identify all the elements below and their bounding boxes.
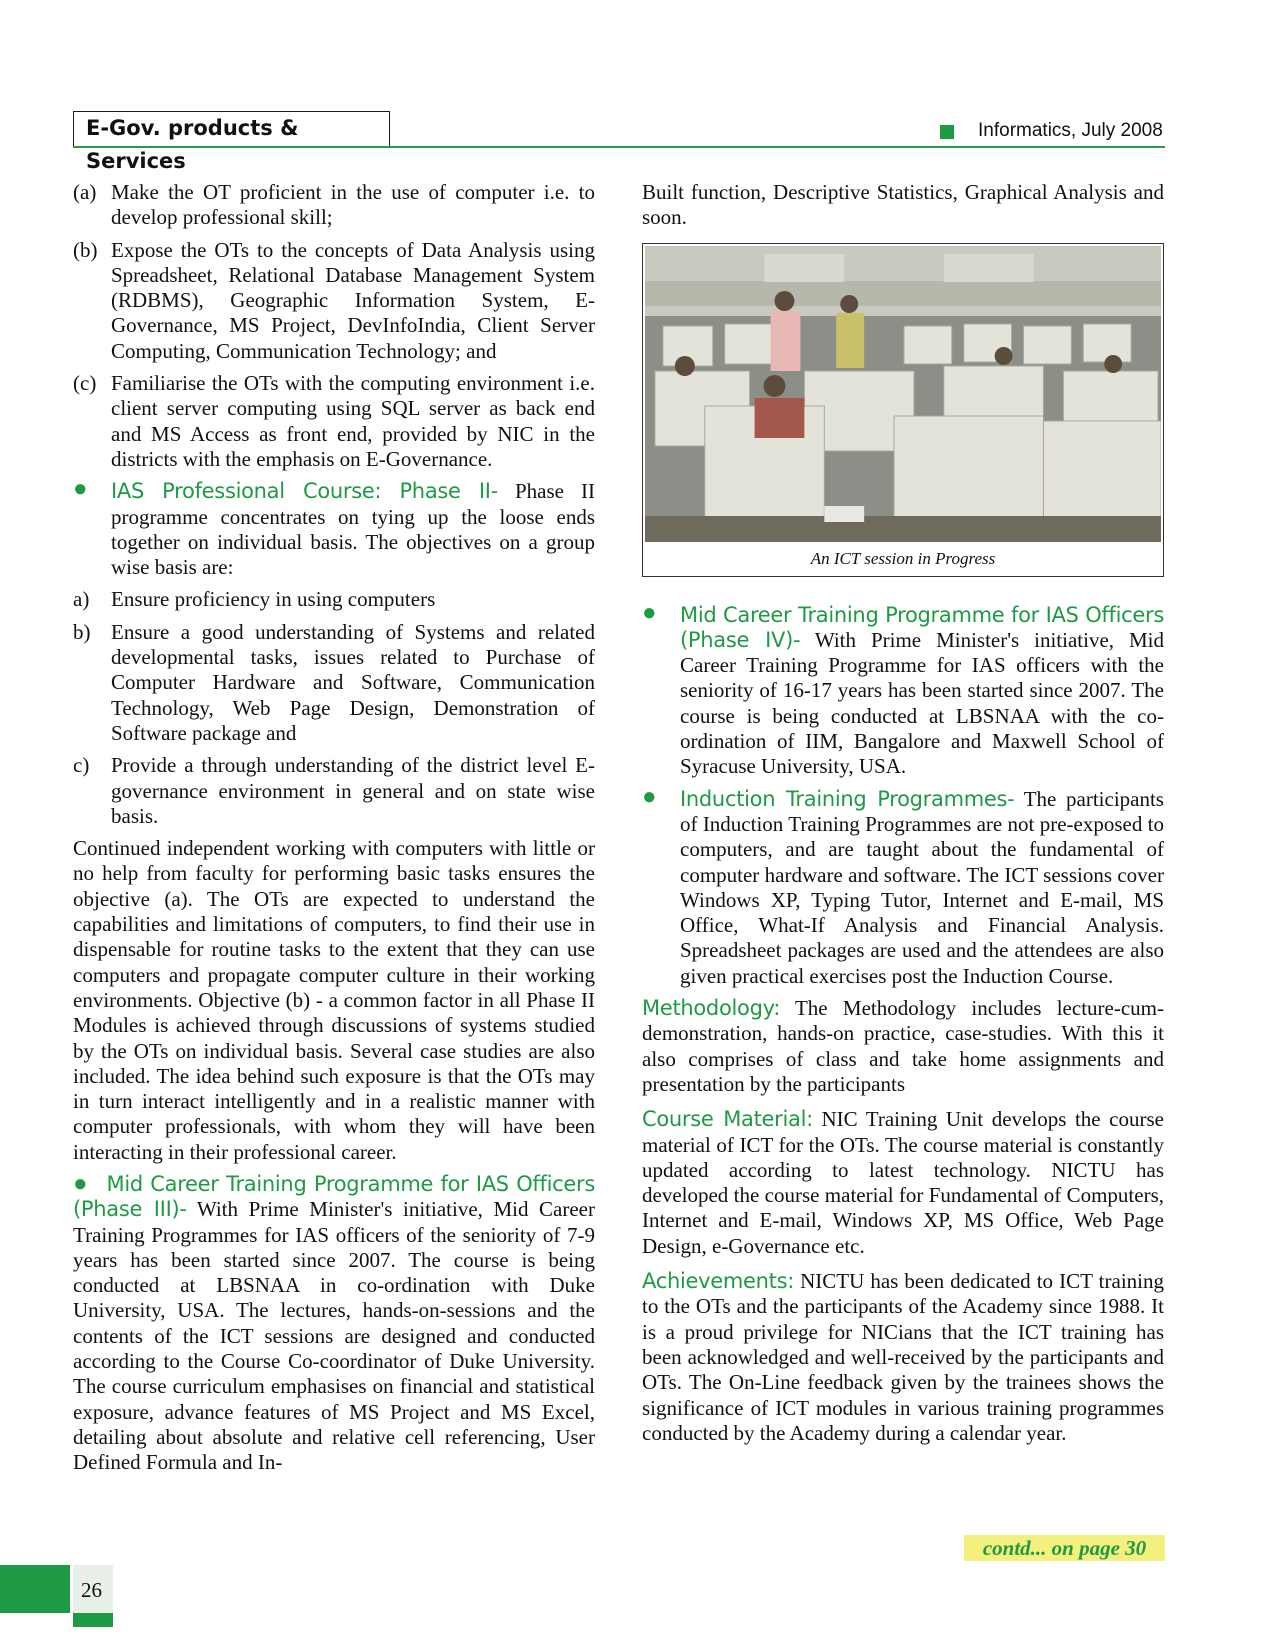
objective-c	[73, 371, 595, 472]
photo-figure	[642, 243, 1164, 577]
issue-label: Informatics, July 2008	[978, 120, 1163, 141]
list-marker: c)	[73, 753, 90, 778]
phase2-item-c	[73, 753, 595, 829]
phase3-text: With Prime Minister's initiative, Mid Career Training Programmes for IAS officers of the seniority of 7-9 years has been started since 2007. The course is being conducted at LBSNAA in co-ordination with Duke University, USA. The lectures, hands-on-sessions and the contents of the ICT sessions are designed and conducted according to the Course Co-coordinator of Duke University. The course curriculum emphasises on financial and statistical exposure, advance features of MS Project and MS Excel, detailing about absolute and relative cell referencing, User Defined Formula and In-	[73, 1197, 595, 1475]
course-material-heading: Course Material:	[642, 1107, 813, 1132]
bullet-icon: ●	[642, 783, 657, 810]
phase2-item-b	[73, 620, 595, 746]
body-paragraph: Continued independent working with computers with little or no help from faculty for performing basic tasks ensures the objective (a). The OTs are expected to understand the capabilities and limitations of computers, to find their use in dispensable for routine tasks to the extent that they can use computers and propagate computer culture in their working environments. Objective (b) - a common factor in all Phase II Modules is achieved through discussions of systems studied by the OTs on individual basis. Several case studies are also included. The idea behind such exposure is that the OTs may in turn interact intelligently and in a realistic manner with computer professionals, with whom they will have been interacting in their professional career.	[73, 836, 595, 1164]
continuation-text: Built function, Descriptive Statistics, Graphical Analysis and soon.	[642, 180, 1164, 230]
list-marker: (c)	[73, 371, 97, 396]
section-title: E-Gov. products & Services	[73, 111, 390, 147]
list-marker: (b)	[73, 237, 98, 262]
list-item-text: Familiarise the OTs with the computing environment i.e. client server computing using SQL server as back end and MS Access as front end, provided by NIC in the districts with the emphasis on E-Governance.	[111, 371, 595, 471]
left-column	[73, 180, 595, 1476]
methodology-text: The Methodology includes lecture-cum-demonstration, hands-on practice, case-studies. With this it also comprises of class and take home assignments and presentation by the participants	[642, 996, 1164, 1096]
header-square-icon	[940, 125, 954, 139]
list-item-text: Ensure proficiency in using computers	[111, 587, 436, 612]
objective-b	[73, 238, 595, 364]
phase2-item-a	[73, 587, 595, 612]
bullet-icon: ●	[642, 599, 657, 626]
phase4-text: With Prime Minister's initiative, Mid Career Training Programme for IAS officers with the seniority of 16-17 years has been started since 2007. The course is being conducted at LBSNAA with the co-ordination of IIM, Bangalore and Maxwell School of Syracuse University, USA.	[680, 627, 1164, 779]
phase4-heading: Mid Career Training Programme for IAS Officers (Phase IV)-	[680, 602, 1164, 652]
phase4-section	[642, 599, 1164, 780]
induction-heading: Induction Training Programmes-	[680, 786, 1015, 811]
continued-note: contd... on page 30	[964, 1535, 1165, 1561]
right-column	[642, 180, 1164, 1456]
page-number: 26	[81, 1578, 102, 1602]
list-marker: b)	[73, 619, 91, 644]
list-item-text: Make the OT proficient in the use of computer i.e. to develop professional skill;	[111, 180, 595, 230]
achievements-text: NICTU has been dedicated to ICT training to the OTs and the participants of the Academy since 1988. It is a proud privilege for NICians that the ICT training has been acknowledged and well-received by the participants and OTs. The On-Line feedback given by the trainees shows the significance of ICT modules in various training programmes conducted by the Academy during a calendar year.	[642, 1269, 1164, 1445]
induction-section	[642, 783, 1164, 989]
header-divider	[73, 146, 1165, 148]
list-marker: a)	[73, 587, 90, 612]
bullet-icon: ●	[73, 476, 88, 503]
footer-green-bar	[73, 1613, 113, 1627]
bullet-icon: ●	[73, 1170, 89, 1197]
phase2-text: Phase II programme concentrates on tying up the loose ends together on individual basis. The objectives on a group wise basis are:	[111, 479, 596, 580]
achievements-section	[642, 1269, 1164, 1446]
phase2-section	[73, 476, 596, 580]
photo-caption: An ICT session in Progress	[810, 548, 996, 568]
phase3-section	[73, 1172, 595, 1476]
methodology-section	[642, 996, 1164, 1097]
phase3-heading: Mid Career Training Programme for IAS Officers (Phase III)-	[73, 1171, 595, 1222]
footer-green-block	[0, 1565, 70, 1613]
course-material-section	[642, 1107, 1164, 1259]
methodology-heading: Methodology:	[642, 996, 780, 1021]
list-marker: (a)	[73, 180, 97, 204]
achievements-heading: Achievements:	[642, 1269, 794, 1294]
classroom-photo	[645, 246, 1161, 542]
list-item-text: Provide a through understanding of the district level E-governance environment in general and on state wise basis.	[111, 753, 595, 828]
objective-a	[73, 180, 595, 231]
list-item-text: Ensure a good understanding of Systems and related developmental tasks, issues related to Purchase of Computer Hardware and Software, Communication Technology, Web Page Design, Demonstration of Software package and	[111, 619, 595, 745]
induction-text: The participants of Induction Training Programmes are not pre-exposed to computers, and are taught about the fundamental of computer hardware and software. The ICT sessions cover Windows XP, Typing Tutor, Internet and E-mail, MS Office, What-If Analysis and Financial Analysis. Spreadsheet packages are used and the attendees are also given practical exercises post the Induction Course.	[680, 786, 1164, 988]
course-material-text: NIC Training Unit develops the course material of ICT for the OTs. The course material is constantly updated according to latest technology. NICTU has developed the course material for Fundamental of Computers, Internet and E-mail, Windows XP, MS Office, Web Page Design, e-Governance etc.	[642, 1107, 1164, 1258]
phase2-heading: IAS Professional Course: Phase II-	[111, 479, 498, 504]
list-item-text: Expose the OTs to the concepts of Data Analysis using Spreadsheet, Relational Database Management System (RDBMS), Geographic Information System, E-Governance, MS Project, DevInfoIndia, Client Server Computing, Communication Technology; and	[111, 237, 595, 363]
